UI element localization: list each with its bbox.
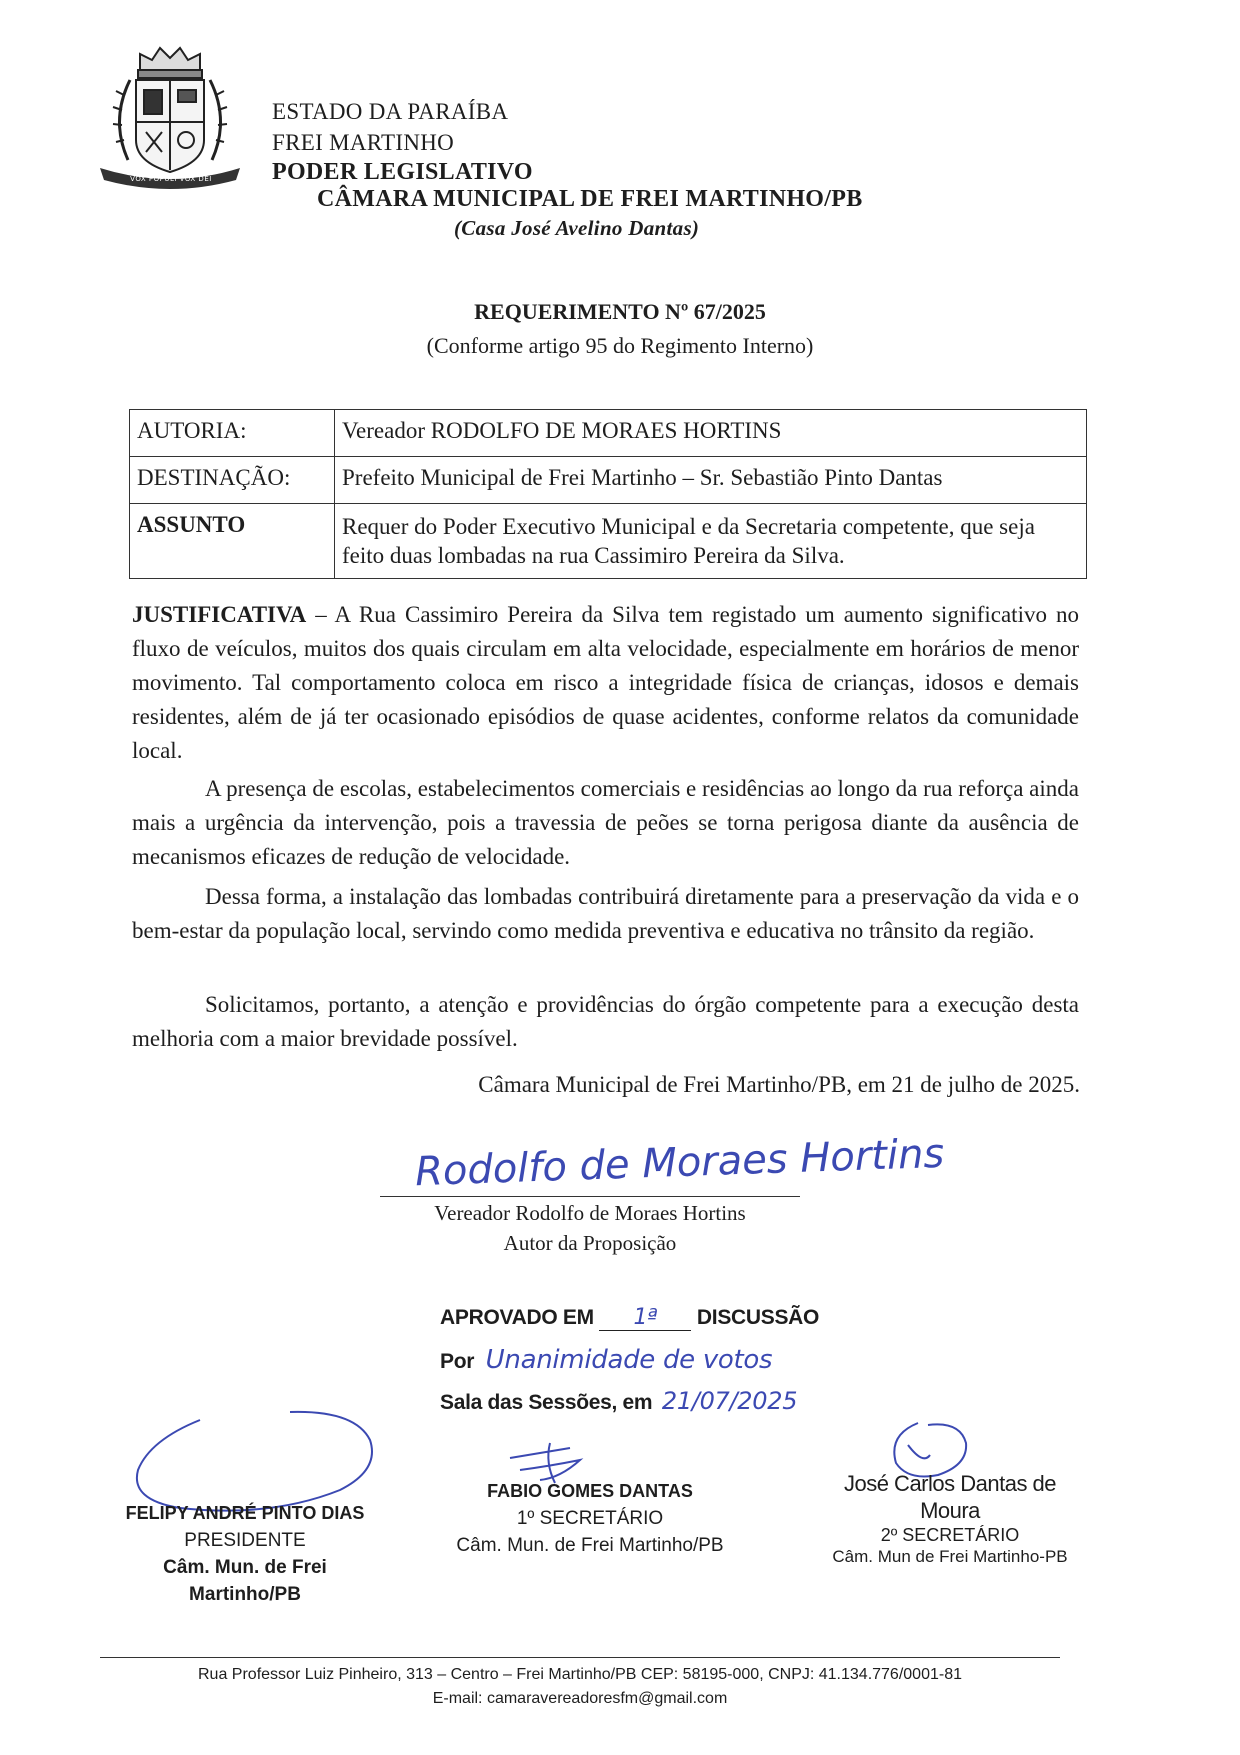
approval-session-line: [440, 1387, 797, 1415]
document-title: REQUERIMENTO Nº 67/2025: [474, 299, 766, 324]
footer-address: Rua Professor Luiz Pinheiro, 313 – Centro – Frei Martinho/PB CEP: 58195-000, CNPJ: 41.134.776/0001-81: [198, 1666, 962, 1683]
justification-paragraph-1: [132, 598, 1079, 768]
justification-heading: JUSTIFICATIVA: [132, 602, 307, 627]
first-secretary-block: [440, 1478, 740, 1559]
first-secretary-name: FABIO GOMES DANTAS: [487, 1481, 693, 1501]
date-line: Câmara Municipal de Frei Martinho/PB, em 21 de julho de 2025.: [478, 1072, 1080, 1097]
approval-line: [440, 1305, 819, 1331]
footer-email: E-mail: camaravereadoresfm@gmail.com: [432, 1690, 728, 1707]
crest-motto: VOX POPULI VOX DEI: [130, 175, 212, 183]
second-secretary-role: 2º SECRETÁRIO: [880, 1525, 1020, 1545]
destination-label: DESTINAÇÃO:: [130, 457, 335, 504]
authorship-value: Vereador RODOLFO DE MORAES HORTINS: [335, 410, 1087, 457]
first-secretary-org: Câm. Mun. de Frei Martinho/PB: [456, 1535, 724, 1556]
president-org: Câm. Mun. de Frei Martinho/PB: [163, 1557, 327, 1605]
author-role: Autor da Proposição: [503, 1231, 677, 1255]
justification-paragraph-4: Solicitamos, portanto, a atenção e providências do órgão competente para a execução desta melhoria com a maior brevidade possível.: [132, 992, 1079, 1051]
header-chamber: CÂMARA MUNICIPAL DE FREI MARTINHO/PB: [317, 186, 863, 212]
first-secretary-role: 1º SECRETÁRIO: [516, 1508, 664, 1529]
president-block: [110, 1500, 380, 1608]
destination-value: Prefeito Municipal de Frei Martinho – Sr. Sebastião Pinto Dantas: [335, 457, 1087, 504]
table-row: [130, 457, 1087, 504]
table-row: [130, 410, 1087, 457]
approved-value: 1ª: [599, 1305, 691, 1331]
subject-label: ASSUNTO: [130, 504, 335, 579]
session-label: Sala das Sessões, em: [440, 1391, 653, 1414]
justification-text: – A Rua Cassimiro Pereira da Silva tem registado um aumento significativo no fluxo de veículos, muitos dos quais circulam em alta velocidade, especialmente em horários de menor movimento. Tal comportamento coloca em risco a integridade física de crianças, idosos e demais residentes, além de já ter ocasionado episódios de quase acidentes, conforme relatos da comunidade local.: [132, 602, 1079, 763]
document-subtitle: (Conforme artigo 95 do Regimento Interno): [426, 333, 814, 358]
by-label: Por: [440, 1350, 475, 1373]
authorship-label: AUTORIA:: [130, 410, 335, 457]
second-secretary-name: José Carlos Dantas de Moura: [843, 1471, 1057, 1523]
header-city: FREI MARTINHO: [272, 130, 455, 155]
president-role: PRESIDENTE: [184, 1530, 306, 1551]
municipal-crest-logo: [80, 40, 260, 190]
justification-paragraph-2: A presença de escolas, estabelecimentos comerciais e residências ao longo da rua reforça ainda mais a urgência da intervenção, pois a travessia de peões se torna perigosa diante da ausência de mecanismos eficazes de redução de velocidade.: [132, 776, 1079, 869]
approval-by-line: [440, 1345, 772, 1375]
discussion-label: DISCUSSÃO: [696, 1306, 820, 1329]
approved-label: APROVADO EM: [440, 1306, 594, 1329]
second-secretary-block: [815, 1470, 1085, 1568]
justification-paragraph-3: Dessa forma, a instalação das lombadas contribuirá diretamente para a preservação da vida e o bem-estar da população local, servindo como medida preventiva e educativa no trânsito da região.: [132, 884, 1079, 943]
table-row: [130, 504, 1087, 579]
header-house: (Casa José Avelino Dantas): [454, 216, 700, 240]
president-name: FELIPY ANDRÉ PINTO DIAS: [125, 1503, 365, 1523]
subject-value: Requer do Poder Executivo Municipal e da Secretaria competente, que seja feito duas lombadas na rua Cassimiro Pereira da Silva.: [335, 504, 1087, 579]
author-handwritten-signature: Rodolfo de Moraes Hortins: [414, 1130, 945, 1196]
header-state: ESTADO DA PARAÍBA: [272, 99, 509, 124]
second-secretary-org: Câm. Mun de Frei Martinho-PB: [832, 1547, 1068, 1566]
session-value: 21/07/2025: [661, 1387, 798, 1415]
info-table: [129, 409, 1087, 579]
by-value: Unanimidade de votos: [485, 1345, 773, 1375]
header-power: PODER LEGISLATIVO: [272, 159, 533, 185]
footer-divider: [100, 1657, 1060, 1658]
author-name: Vereador Rodolfo de Moraes Hortins: [434, 1201, 746, 1225]
